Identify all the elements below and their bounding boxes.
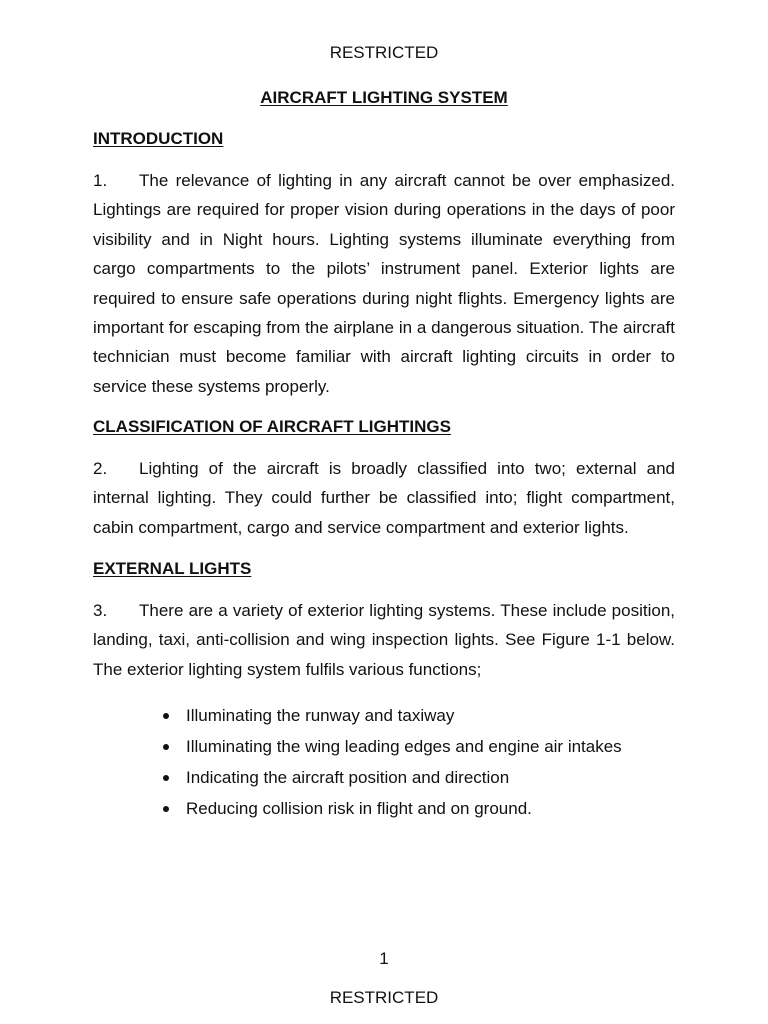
list-item-text: Illuminating the runway and taxiway: [186, 706, 455, 725]
security-marking-bottom: RESTRICTED: [329, 988, 439, 1007]
page-number: 1: [379, 949, 389, 968]
list-item: [160, 731, 700, 762]
paragraph-external-lights: [93, 596, 675, 684]
functions-bullet-list: [160, 700, 700, 824]
list-item-text: Indicating the aircraft position and direction: [186, 768, 510, 787]
section-heading-introduction: INTRODUCTION: [93, 129, 224, 148]
list-item: [160, 700, 700, 731]
paragraph-number: 3.: [93, 601, 108, 620]
paragraph-text: There are a variety of exterior lighting systems. These include position, landing, taxi, anti-collision and wing inspection lights. See Figure 1-1 below. The exterior lighting system fulfils various functions;: [93, 601, 675, 679]
bullet-icon: [163, 775, 169, 781]
paragraph-introduction: [93, 166, 675, 401]
paragraph-text: Lighting of the aircraft is broadly classified into two; external and internal lighting. They could further be classified into; flight compartment, cabin compartment, cargo and service compartment and exterior lights.: [93, 459, 675, 537]
list-item: [160, 762, 700, 793]
section-heading-external-lights: EXTERNAL LIGHTS: [93, 559, 252, 578]
bullet-icon: [163, 713, 169, 719]
document-title: AIRCRAFT LIGHTING SYSTEM: [260, 88, 508, 107]
paragraph-classification: [93, 454, 675, 542]
list-item-text: Illuminating the wing leading edges and engine air intakes: [186, 737, 622, 756]
bullet-icon: [163, 744, 169, 750]
list-item-text: Reducing collision risk in flight and on ground.: [186, 799, 532, 818]
bullet-icon: [163, 806, 169, 812]
paragraph-text: The relevance of lighting in any aircraft cannot be over emphasized. Lightings are required for proper vision during operations in the days of poor visibility and in Night hours. Lighting systems illuminate everything from cargo compartments to the pilots’ instrument panel. Exterior lights are required to ensure safe operations during night flights. Emergency lights are important for escaping from the airplane in a dangerous situation. The aircraft technician must become familiar with aircraft lighting circuits in order to service these systems properly.: [93, 171, 675, 396]
list-item: [160, 793, 700, 824]
security-marking-top: RESTRICTED: [329, 43, 439, 62]
section-heading-classification: CLASSIFICATION OF AIRCRAFT LIGHTINGS: [93, 417, 451, 436]
paragraph-number: 1.: [93, 171, 108, 190]
paragraph-number: 2.: [93, 459, 108, 478]
